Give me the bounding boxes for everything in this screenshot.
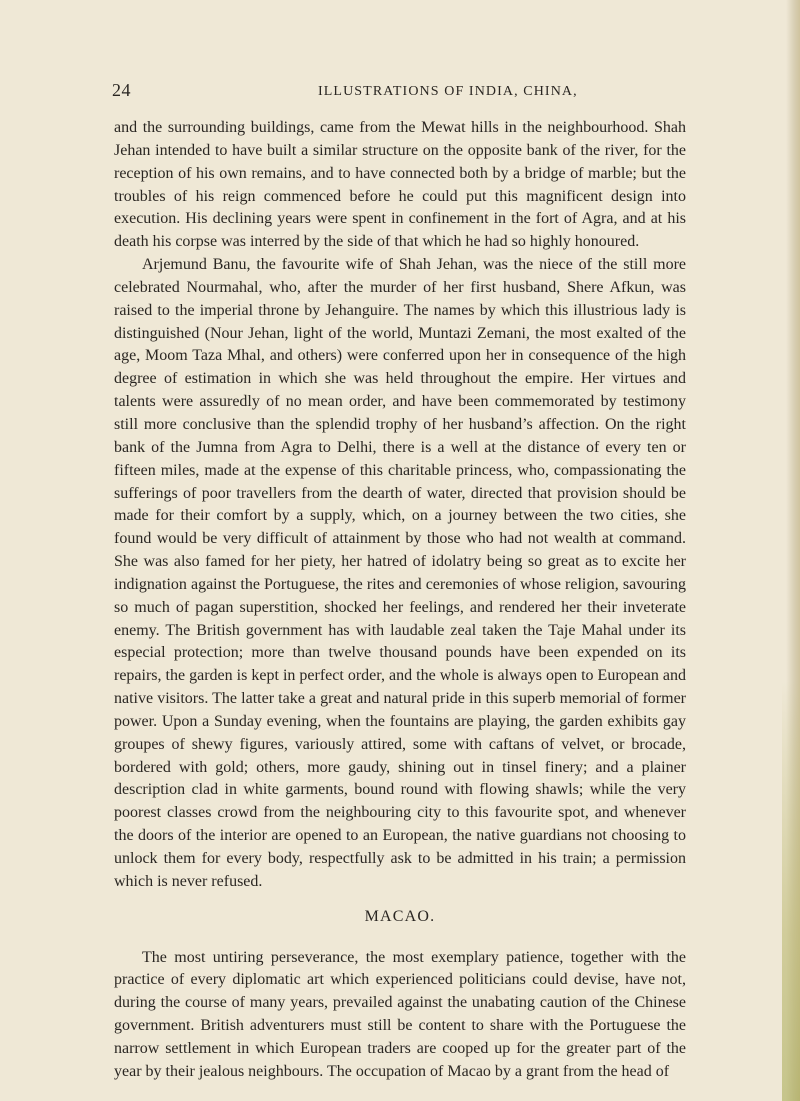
body-text bbox=[114, 117, 686, 1084]
paragraph: Arjemund Banu, the favourite wife of Shah Jehan, was the niece of the still more celebrated Nourmahal, who, after the murder of her first husband, Shere Afkun, was raised to the imperial throne by Jehanguire. The names by which this illustrious lady is distinguished (Nour Jehan, light of the world, Muntazi Zemani, the most exalted of the age, Moom Taza Mhal, and others) were conferred upon her in consequence of the high degree of estimation in which she was held throughout the empire. Her virtues and talents were assuredly of no mean order, and have been commemorated by testimony still more conclusive than the splendid trophy of her husband’s affection. On the right bank of the Jumna from Agra to Delhi, there is a well at the distance of every ten or fifteen miles, made at the expense of this charitable princess, who, compassionating the sufferings of poor travellers from the dearth of water, directed that provision should be made for their comfort by a supply, which, on a journey between the two cities, she found would be very difficult of attainment by those who had not wealth at command. She was also famed for her piety, her hatred of idolatry being so great as to excite her indignation against the Portuguese, the rites and ceremonies of whose religion, savouring so much of pagan superstition, shocked her feelings, and rendered her their inveterate enemy. The British government has with laudable zeal taken the Taje Mahal under its especial protection; more than twelve thousand pounds have been expended on its repairs, the garden is kept in perfect order, and the whole is always open to European and native visitors. The latter take a great and natural pride in this superb memorial of former power. Upon a Sunday evening, when the fountains are playing, the garden exhibits gay groupes of shewy figures, variously attired, some with caftans of velvet, or brocade, bordered with gold; others, more gaudy, shining out in tinsel finery; and a plainer description clad in white garments, bound round with flowing shawls; while the very poorest classes crowd from the neighbouring city to this favourite spot, and whenever the doors of the interior are opened to an European, the native guardians not choosing to unlock them for every body, respectfully ask to be admitted in his train; a permission which is never refused. bbox=[114, 256, 686, 890]
section-heading: MACAO. bbox=[364, 907, 436, 925]
page-header bbox=[112, 80, 688, 110]
paragraph: The most untiring perseverance, the most exemplary patience, together with the practice of every diplomatic art which experienced politicians could devise, have not, during the course of many years, prevailed against the unabating caution of the Chinese government. British adventurers must still be content to share with the Portuguese the narrow settlement in which European traders are cooped up for the greater part of the year by their jealous neighbours. The occupation of Macao by a grant from the head of bbox=[114, 948, 686, 1080]
page-number: 24 bbox=[112, 80, 131, 100]
running-title: ILLUSTRATIONS OF INDIA, CHINA, bbox=[318, 84, 578, 99]
paragraph: and the surrounding buildings, came from the Mewat hills in the neighbourhood. Shah Jehan intended to have built a similar structure on the opposite bank of the river, for the reception of his own remains, and to have connected both by a bridge of marble; but the troubles of his reign commenced before he could put this magnificent design into execution. His declining years were spent in confinement in the fort of Agra, and at his death his corpse was interred by the side of that which he had so highly honoured. bbox=[114, 119, 686, 251]
page-corner-stain bbox=[782, 681, 800, 1101]
